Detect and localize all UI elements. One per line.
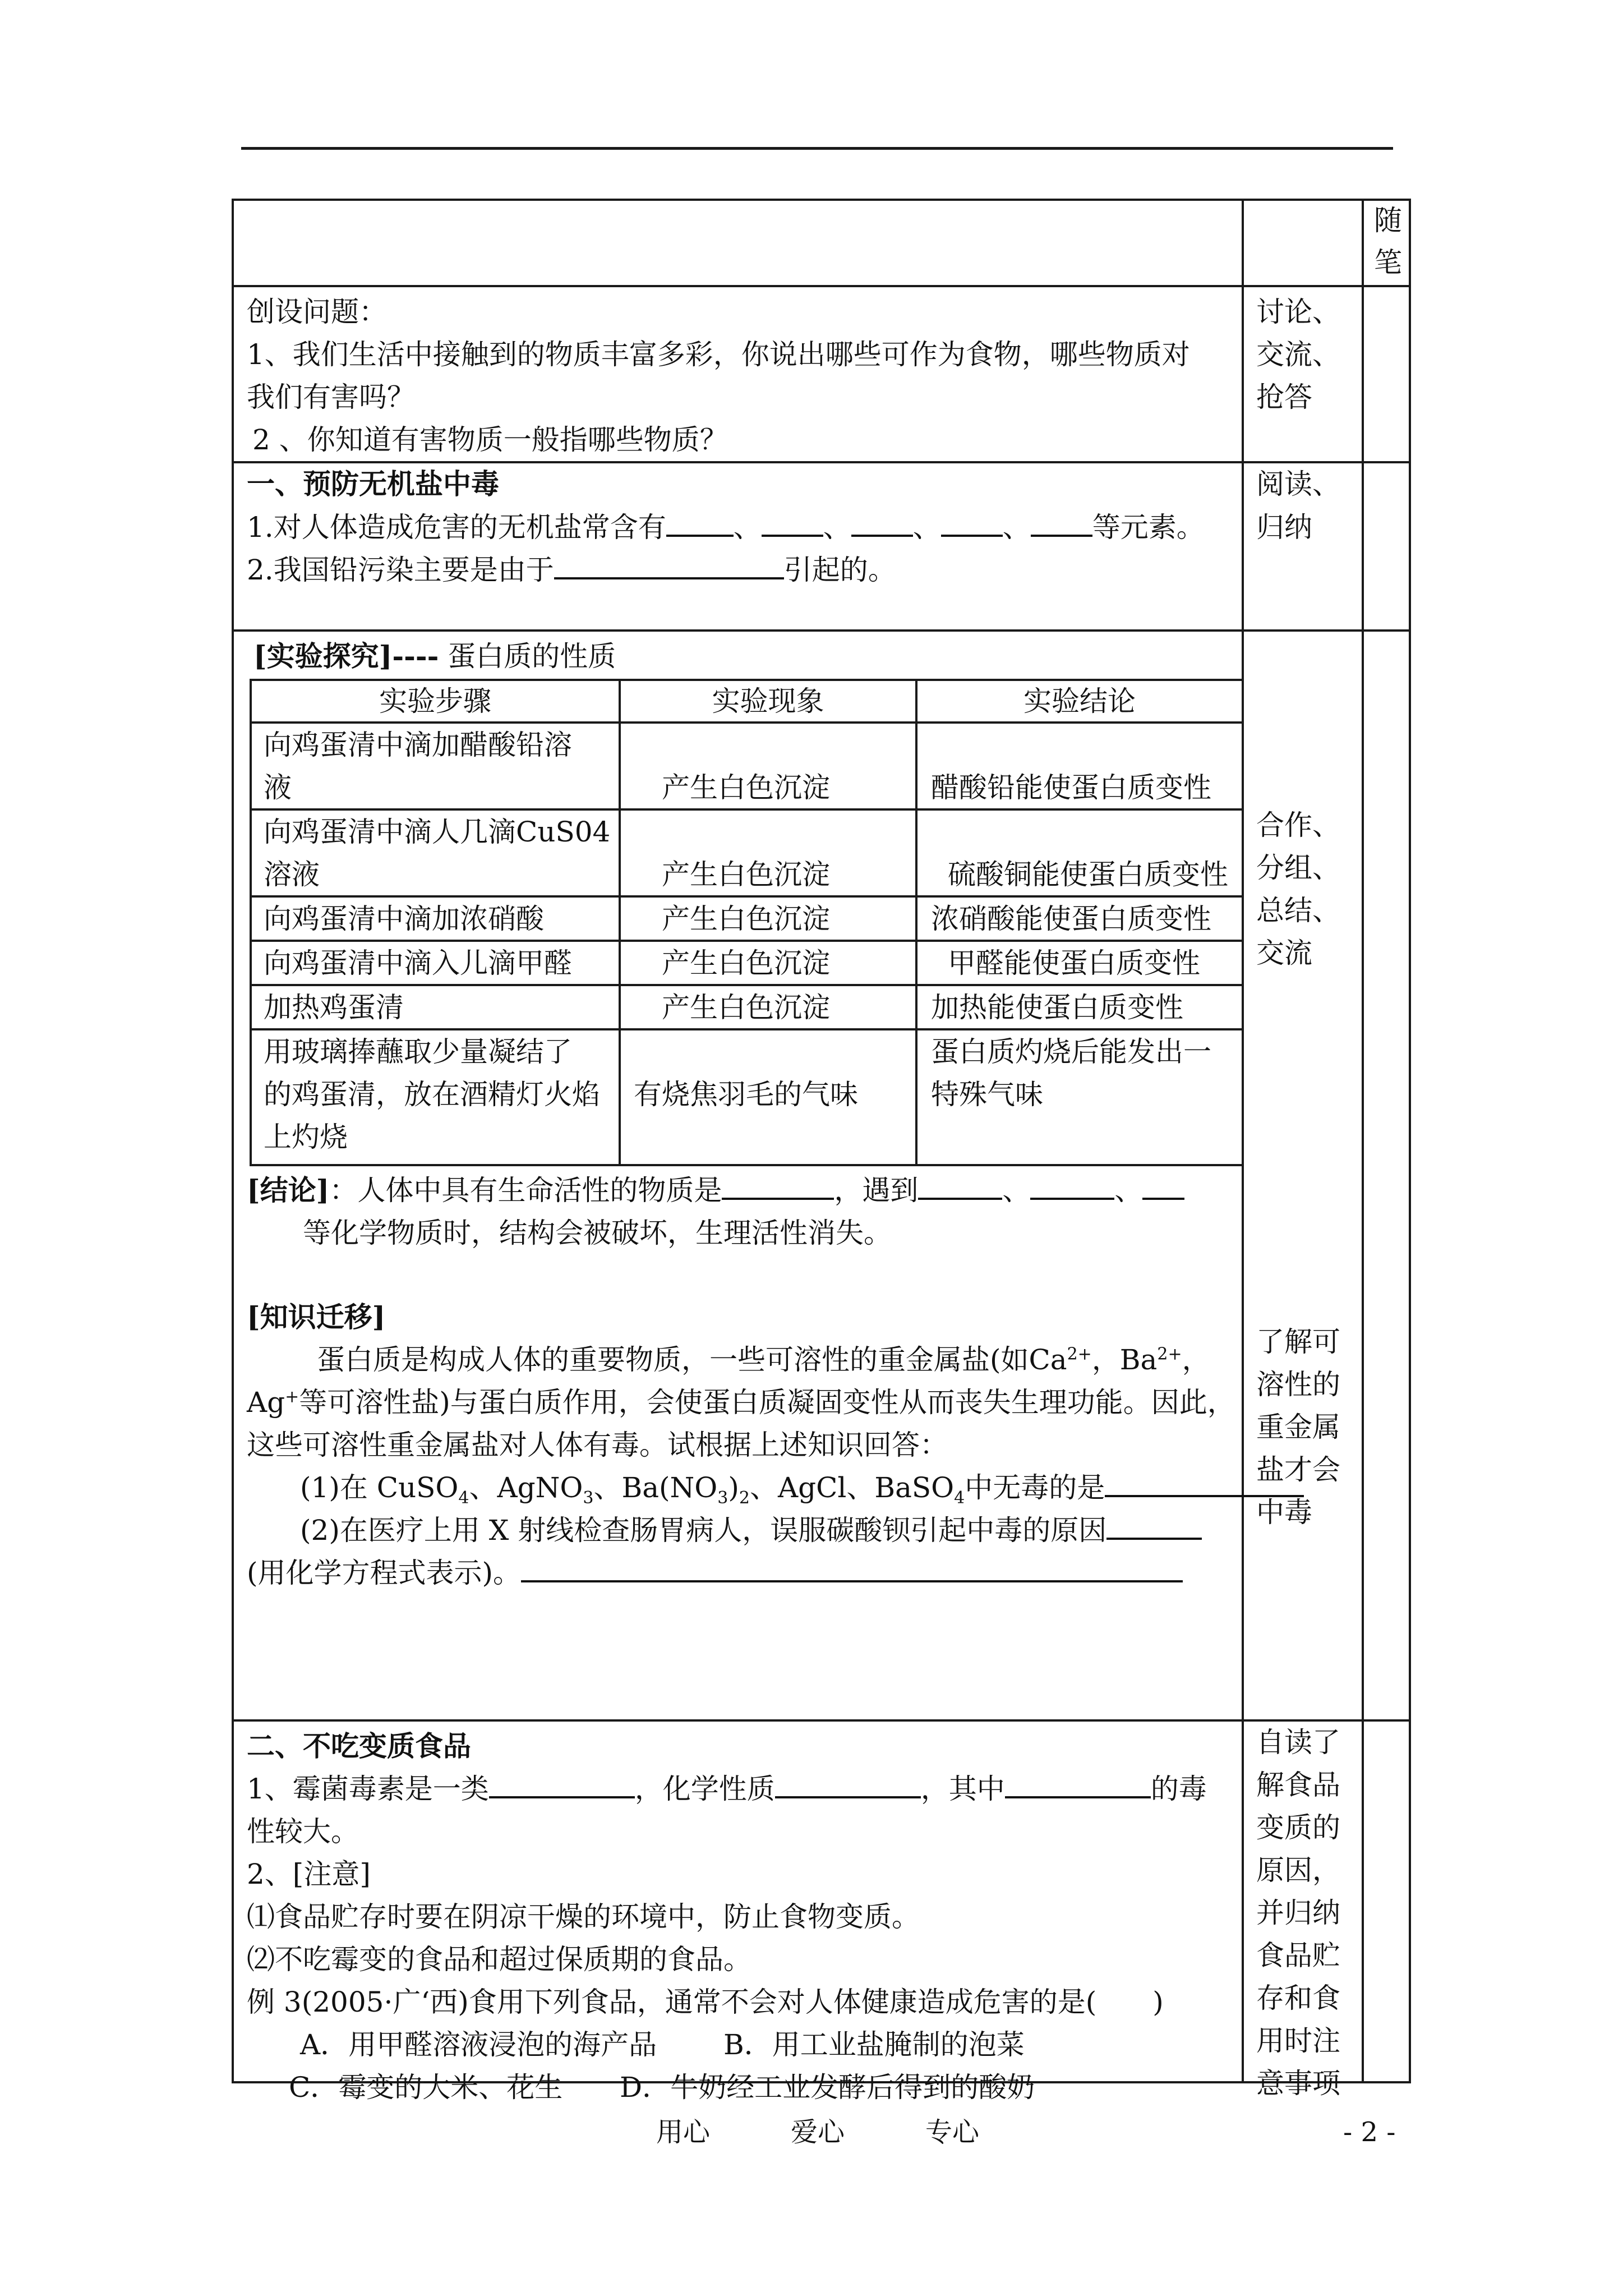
table-border-left	[232, 199, 234, 2083]
exp-col-left	[250, 679, 252, 1166]
blank	[762, 509, 823, 537]
blank	[521, 1554, 1183, 1582]
exp-row3-phenomenon: 产生白色沉淀	[662, 903, 830, 935]
blank	[941, 509, 1003, 537]
sub: 3	[717, 1488, 728, 1508]
blank	[1106, 1512, 1202, 1540]
transfer-side-4: 盐才会	[1256, 1453, 1340, 1486]
row-divider-3	[232, 629, 1411, 632]
section0-q1b: 我们有害吗？	[247, 381, 415, 413]
sub: 4	[954, 1488, 965, 1508]
exp-row2-step-1: 向鸡蛋清中滴人几滴CuS04	[264, 816, 611, 848]
section2-side-1: 自读了	[1256, 1726, 1340, 1759]
side-header-1: 随	[1374, 204, 1402, 237]
blank	[1031, 509, 1092, 537]
conclusion-line2: 等化学物质时，结构会被破坏，生理活性消失。	[303, 1217, 892, 1249]
t: 1、霉菌毒素是一类	[247, 1773, 489, 1805]
table-border-mid	[1242, 199, 1244, 2083]
section2-note1: ⑴食品贮存时要在阴凉干燥的环境中，防止食物变质。	[247, 1901, 920, 1933]
transfer-p3: 这些可溶性重金属盐对人体有毒。试根据上述知识回答：	[247, 1429, 948, 1461]
section2-side-3: 变质的	[1256, 1811, 1340, 1844]
t: 、Ba(NO	[593, 1471, 718, 1504]
section0-q2: 2 、你知道有害物质一般指哪些物质？	[252, 424, 728, 456]
section2-option-b: B．用工业盐腌制的泡菜	[723, 2028, 1025, 2061]
exp-row5-phenomenon: 产生白色沉淀	[662, 991, 830, 1024]
exp-row5-conclusion: 加热能使蛋白质变性	[931, 991, 1183, 1024]
transfer-q2b	[247, 1552, 1183, 1594]
transfer-p1-mid: ，Ba	[1091, 1343, 1158, 1376]
section2-option-a: A．用甲醛溶液浸泡的海产品	[300, 2028, 657, 2061]
blank	[554, 551, 784, 579]
exp-row3-conclusion: 浓硝酸能使蛋白质变性	[931, 903, 1211, 935]
exp-header-conclusion: 实验结论	[1023, 685, 1136, 717]
t: ，化学性质	[634, 1773, 775, 1805]
transfer-side-1: 了解可	[1256, 1326, 1340, 1358]
exp-header-step: 实验步骤	[379, 685, 491, 717]
sep: 、	[1114, 1174, 1143, 1207]
t: 中无毒的是	[965, 1471, 1105, 1504]
sup: 2+	[1067, 1344, 1092, 1364]
transfer-p1-end: ，	[1182, 1343, 1210, 1376]
conclusion-text-b: ，遇到	[834, 1174, 919, 1207]
blank	[1142, 1172, 1184, 1200]
table-border-right-notes	[1362, 199, 1364, 2083]
section1-line2	[247, 549, 896, 591]
exp-row1-step-2: 液	[264, 771, 292, 804]
exp-row4-phenomenon: 产生白色沉淀	[662, 947, 830, 979]
side-header-2: 笔	[1374, 246, 1402, 279]
exp-row6-step-1: 用玻璃捧蘸取少量凝结了	[264, 1036, 572, 1068]
blank	[851, 509, 913, 537]
section0-q1a: 1、我们生活中接触到的物质丰富多彩，你说出哪些可作为食物，哪些物质对	[247, 338, 1190, 371]
footer-motto: 用心 爱心 专心	[656, 2116, 980, 2148]
section1-side-1: 阅读、	[1256, 468, 1340, 500]
sub: 4	[458, 1488, 469, 1508]
exp-col-div2	[915, 679, 917, 1166]
sub: 3	[583, 1488, 594, 1508]
blank	[722, 1172, 834, 1200]
exp-header-phenomenon: 实验现象	[712, 685, 824, 717]
exp-row1-phenomenon: 产生白色沉淀	[662, 771, 830, 804]
sep: 、	[823, 511, 851, 544]
exp-row6-step-3: 上灼烧	[264, 1121, 348, 1153]
exp-side-4: 交流	[1256, 937, 1312, 969]
t: 、AgCl、BaSO	[749, 1471, 955, 1504]
experiment-title	[253, 635, 616, 678]
section2-side-7: 存和食	[1256, 1982, 1340, 2014]
transfer-q1	[300, 1466, 1304, 1509]
section2-side-4: 原因，	[1256, 1854, 1340, 1887]
blank	[489, 1770, 635, 1798]
exp-side-3: 总结、	[1256, 894, 1340, 927]
section2-side-5: 并归纳	[1256, 1897, 1340, 1929]
sup: 2+	[1157, 1344, 1182, 1364]
experiment-title-label: [实验探究]----	[253, 639, 439, 673]
section2-note2: ⑵不吃霉变的食品和超过保质期的食品。	[247, 1943, 751, 1976]
section2-title: 二、不吃变质食品	[247, 1729, 471, 1763]
section1-title: 一、预防无机盐中毒	[247, 467, 499, 500]
transfer-side-5: 中毒	[1256, 1496, 1312, 1529]
exp-row2-phenomenon: 产生白色沉淀	[662, 858, 830, 891]
experiment-subtitle: 蛋白质的性质	[448, 640, 616, 673]
transfer-p1-text: 蛋白质是构成人体的重要物质，一些可溶性的重金属盐(如Ca	[317, 1343, 1067, 1376]
exp-col-div1	[619, 679, 621, 1166]
exp-row2-step-2: 溶液	[264, 858, 320, 891]
blank	[918, 1172, 1002, 1200]
page-number: - 2 -	[1343, 2116, 1396, 2148]
sup: +	[285, 1387, 299, 1407]
section0-side-1: 讨论、	[1256, 296, 1340, 328]
section2-side-9: 意事项	[1256, 2067, 1340, 2100]
transfer-p2-b: 等可溶性盐)与蛋白质作用，会使蛋白质凝固变性从而丧失生理功能。因此，	[299, 1386, 1235, 1419]
section1-side-2: 归纳	[1256, 511, 1312, 544]
exp-row6-conclusion-1: 蛋白质灼烧后能发出一	[931, 1036, 1211, 1068]
row-divider-4	[232, 1719, 1411, 1722]
section0-side-3: 抢答	[1256, 381, 1312, 413]
t: )	[728, 1471, 739, 1504]
blank	[666, 509, 734, 537]
table-border-right	[1409, 199, 1411, 2083]
sep: 、	[733, 511, 762, 544]
transfer-side-3: 重金属	[1256, 1411, 1340, 1443]
t: ，其中	[920, 1773, 1005, 1805]
section2-line1	[247, 1768, 1207, 1810]
conclusion-line1	[247, 1169, 1184, 1212]
exp-row6-step-2: 的鸡蛋清，放在酒精灯火焰	[264, 1078, 600, 1111]
section1-line1-text: 1.对人体造成危害的无机盐常含有	[247, 511, 666, 544]
exp-row4-step: 向鸡蛋清中滴入儿滴甲醛	[264, 947, 572, 979]
t: (2)在医疗上用 X 射线检查肠胃病人，误服碳酸钡引起中毒的原因	[300, 1514, 1107, 1547]
sep: 、	[912, 511, 941, 544]
exp-row1-conclusion: 醋酸铅能使蛋白质变性	[931, 771, 1211, 804]
transfer-q2	[300, 1509, 1202, 1552]
section0-title: 创设问题：	[247, 296, 387, 328]
table-border-top	[232, 199, 1411, 201]
blank	[1030, 1172, 1114, 1200]
section0-side-2: 交流、	[1256, 338, 1340, 371]
exp-row5-step: 加热鸡蛋清	[264, 991, 404, 1024]
t: 、AgNO	[469, 1471, 583, 1504]
t: 的毒	[1150, 1773, 1207, 1805]
sep: 、	[1002, 511, 1031, 544]
transfer-title: [知识迁移]	[247, 1300, 386, 1333]
header-rule	[241, 147, 1393, 150]
row-divider-1	[232, 285, 1411, 287]
t: (1)在 CuSO	[300, 1471, 459, 1504]
exp-row6-phenomenon: 有烧焦羽毛的气味	[634, 1078, 858, 1111]
section2-side-8: 用时注	[1256, 2024, 1340, 2057]
sep: 、	[1002, 1174, 1031, 1207]
conclusion-label: [结论]	[247, 1174, 330, 1207]
section2-side-2: 解食品	[1256, 1769, 1340, 1801]
exp-row1-step-1: 向鸡蛋清中滴加醋酸铅溶	[264, 729, 572, 761]
blank	[775, 1770, 921, 1798]
exp-row6-conclusion-2: 特殊气味	[931, 1078, 1043, 1111]
section1-line2-end: 引起的。	[783, 554, 896, 586]
section2-line1-cont: 性较大。	[247, 1815, 359, 1848]
exp-row2-conclusion: 硫酸铜能使蛋白质变性	[948, 858, 1228, 891]
section2-option-c: C．霉变的大米、花生	[289, 2071, 563, 2104]
t: (用化学方程式表示)。	[247, 1557, 522, 1589]
section2-line2: 2、[注意]	[247, 1858, 371, 1890]
section2-side-6: 食品贮	[1256, 1939, 1340, 1972]
conclusion-text: ：人体中具有生命活性的物质是	[329, 1174, 722, 1207]
section2-example: 例 3(2005·广‘西)食用下列食品，通常不会对人体健康造成危害的是( )	[247, 1986, 1164, 2018]
transfer-side-2: 溶性的	[1256, 1368, 1340, 1401]
blank	[1005, 1770, 1151, 1798]
transfer-p2-a: Ag	[247, 1386, 285, 1419]
sub: 2	[739, 1488, 750, 1508]
transfer-p1	[317, 1338, 1210, 1381]
exp-table-bottom	[250, 1164, 1242, 1166]
section1-line1	[247, 506, 1205, 549]
transfer-p2	[247, 1381, 1235, 1424]
section1-line1-end: 等元素。	[1092, 511, 1205, 544]
exp-side-1: 合作、	[1256, 809, 1340, 841]
exp-row3-step: 向鸡蛋清中滴加浓硝酸	[264, 903, 544, 935]
section1-line2-text: 2.我国铅污染主要是由于	[247, 554, 554, 586]
exp-row4-conclusion: 甲醛能使蛋白质变性	[948, 947, 1200, 979]
section2-option-d: D．牛奶经工业发酵后得到的酸奶	[620, 2071, 1035, 2104]
exp-side-2: 分组、	[1256, 852, 1340, 884]
